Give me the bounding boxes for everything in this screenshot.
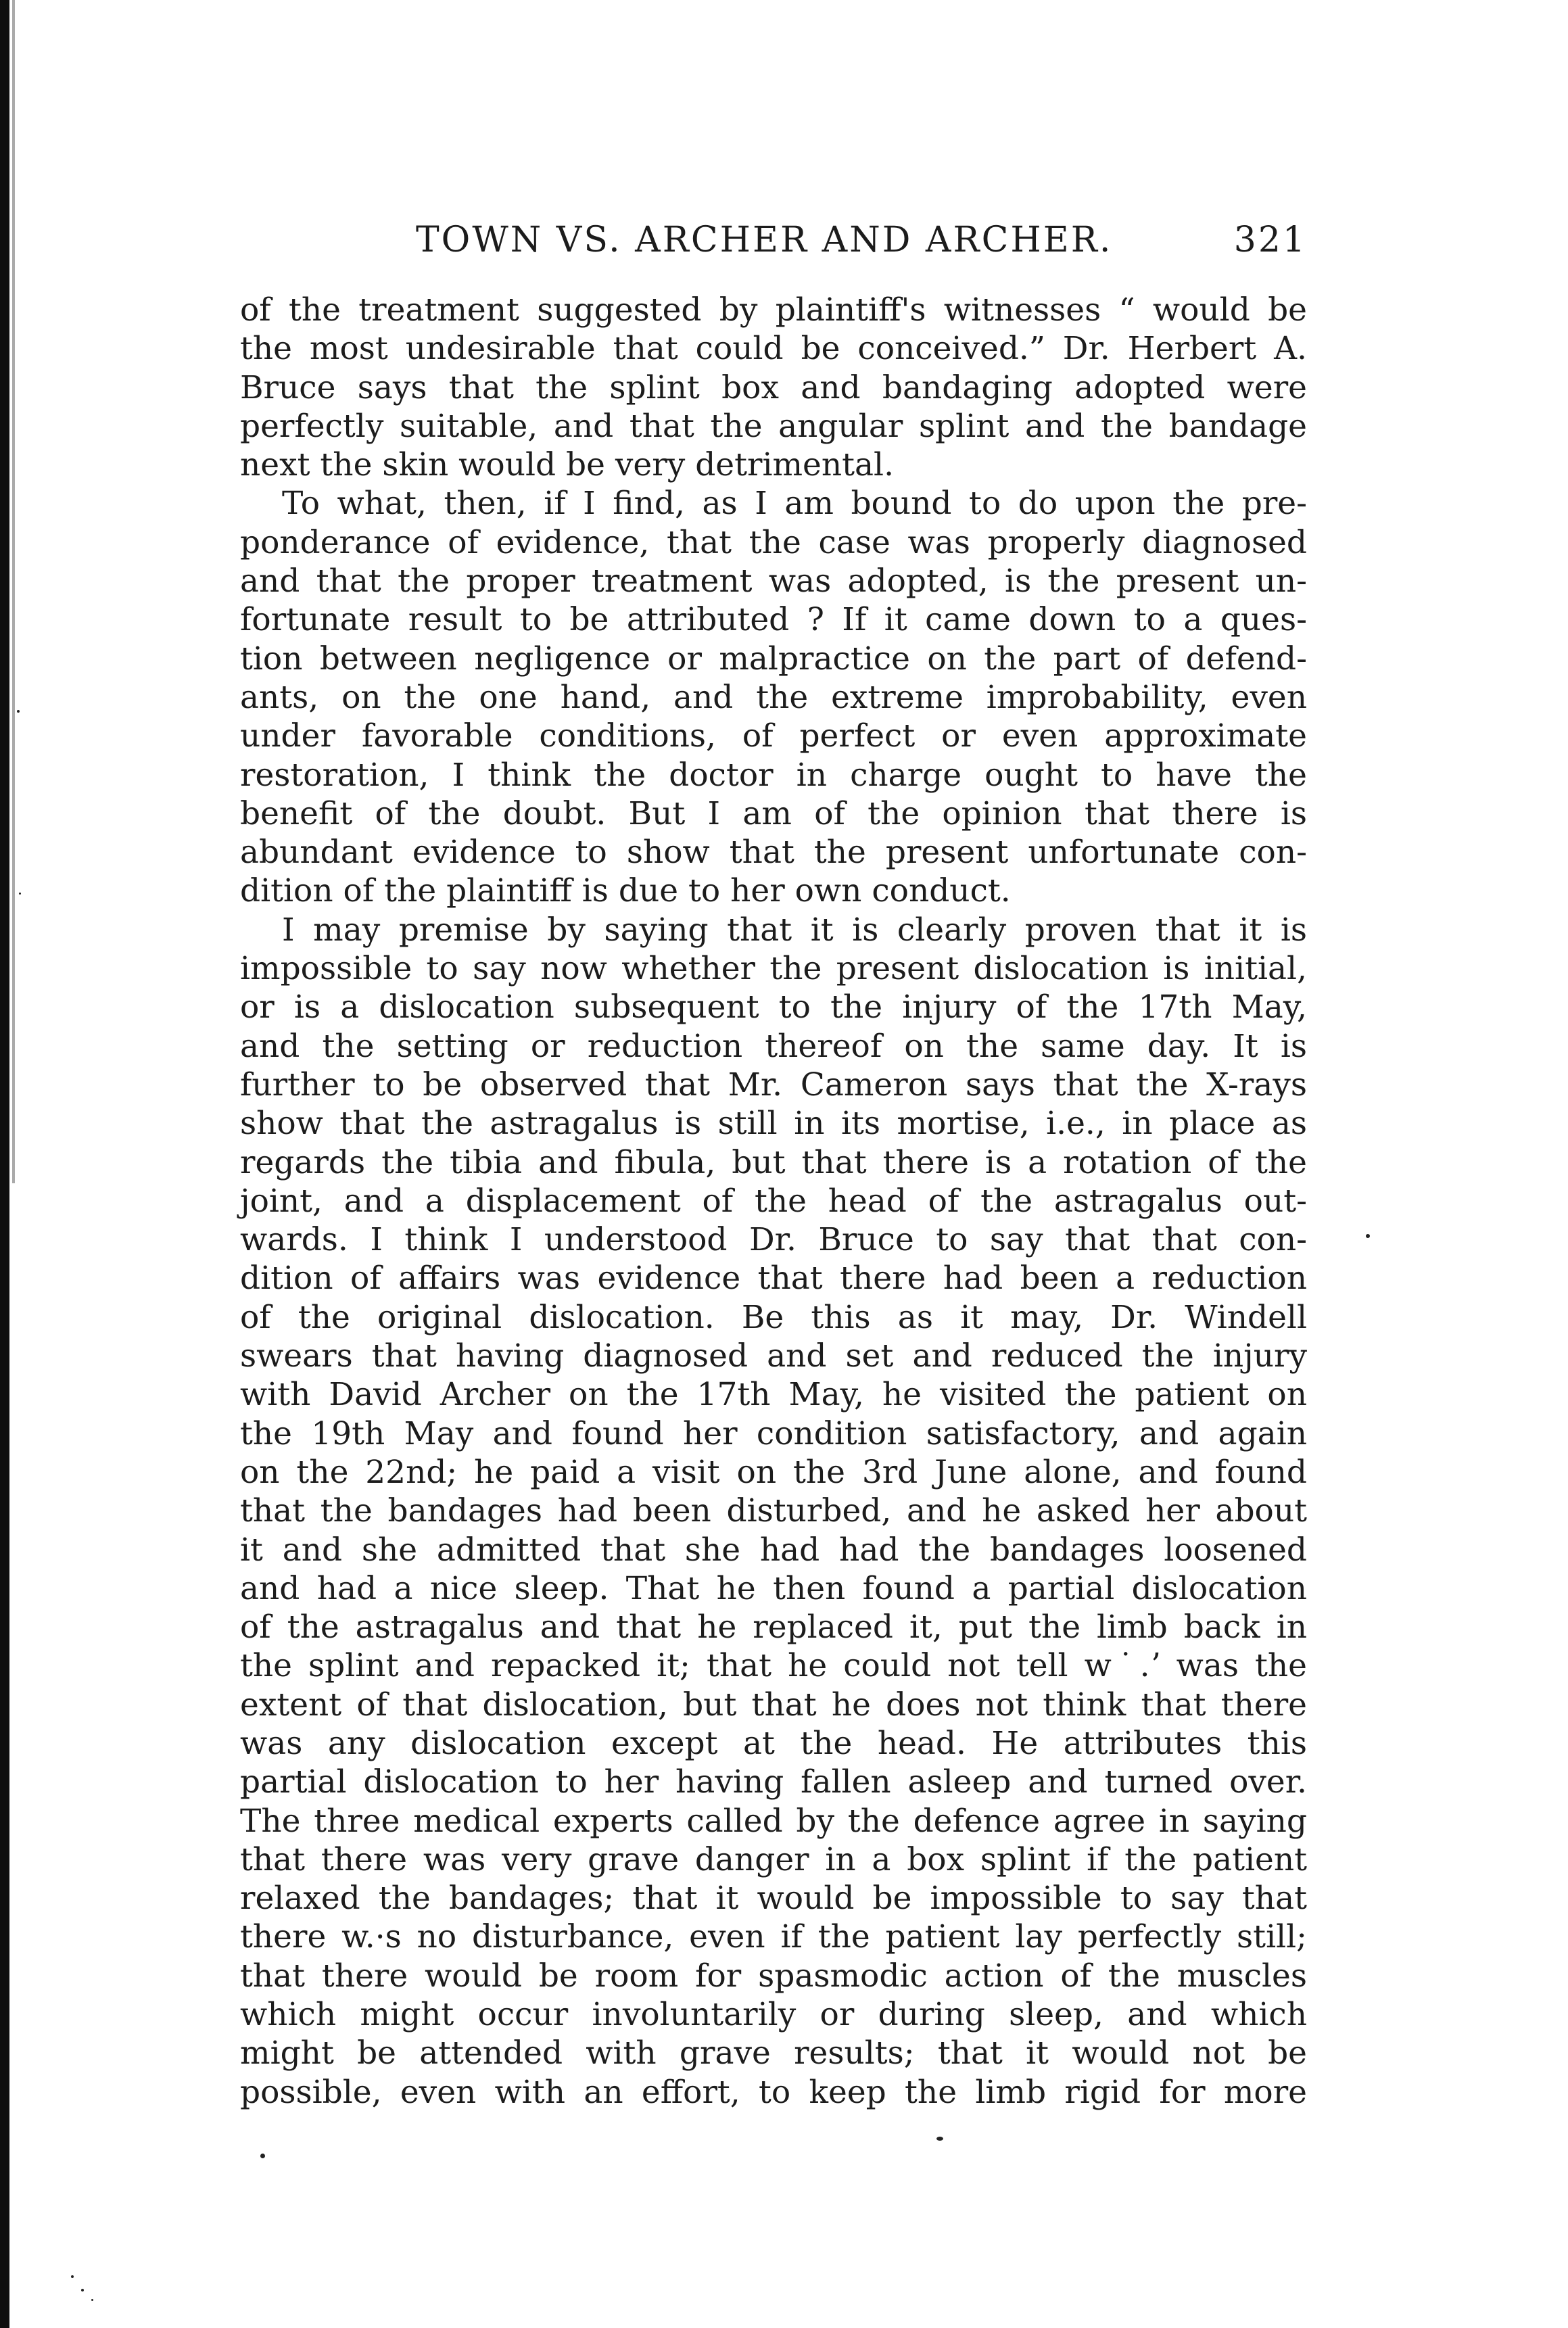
ink-speck	[1366, 1234, 1370, 1238]
text-line: of the treatment suggested by plaintiff's witnesses “ would be	[240, 291, 1307, 329]
text-line: The three medical experts called by the defence agree in saying	[240, 1802, 1307, 1840]
text-line: joint, and a displacement of the head of the astragalus out-	[240, 1182, 1307, 1220]
text-line: ponderance of evidence, that the case was properly diagnosed	[240, 523, 1307, 561]
text-line: abundant evidence to show that the present unfortunate con-	[240, 834, 1307, 872]
text-line: possible, even with an effort, to keep the limb rigid for more	[240, 2073, 1307, 2111]
text-line: I may premise by saying that it is clearly proven that it is	[282, 911, 1307, 949]
body-text	[240, 291, 1307, 2112]
text-line: wards. I think I understood Dr. Bruce to say that that con-	[240, 1221, 1307, 1259]
text-line: that there would be room for spasmodic action of the muscles	[240, 1957, 1307, 1995]
text-line: show that the astragalus is still in its mortise, i.e., in place as	[240, 1105, 1307, 1143]
text-line: the splint and repacked it; that he could not tell w˙.ʼ was the	[240, 1647, 1307, 1685]
ink-speck	[71, 2275, 74, 2278]
text-line: or is a dislocation subsequent to the injury of the 17th May,	[240, 989, 1307, 1026]
ink-speck	[19, 893, 21, 895]
text-line: relaxed the bandages; that it would be impossible to say that	[240, 1880, 1307, 1918]
text-line: fortunate result to be attributed ? If it came down to a ques-	[240, 601, 1307, 639]
text-line: of the astragalus and that he replaced it, put the limb back in	[240, 1609, 1307, 1646]
text-line: further to be observed that Mr. Cameron says that the X-rays	[240, 1066, 1307, 1103]
scan-edge-shadow	[0, 0, 9, 2328]
ink-speck	[81, 2289, 84, 2291]
text-line: and that the proper treatment was adopted, is the present un-	[240, 563, 1307, 600]
text-line: ants, on the one hand, and the extreme improbability, even	[240, 678, 1307, 716]
text-line: Bruce says that the splint box and bandaging adopted were	[240, 369, 1307, 406]
text-line: perfectly suitable, and that the angular splint and the bandage	[240, 407, 1307, 445]
text-line: that the bandages had been disturbed, and he asked her about	[240, 1492, 1307, 1530]
text-line: dition of the plaintiff is due to her own conduct.	[240, 872, 1011, 910]
text-line: of the original dislocation. Be this as it may, Dr. Windell	[240, 1298, 1307, 1336]
text-line: next the skin would be very detrimental.	[240, 446, 895, 484]
text-line: the most undesirable that could be conceived.” Dr. Herbert A.	[240, 330, 1307, 368]
text-line: and had a nice sleep. That he then found a partial dislocation	[240, 1569, 1307, 1607]
ink-speck	[260, 2154, 265, 2158]
text-line: which might occur involuntarily or during sleep, and which	[240, 1996, 1307, 2034]
text-line: under favorable conditions, of perfect or even approximate	[240, 717, 1307, 755]
text-line: and the setting or reduction thereof on the same day. It is	[240, 1027, 1307, 1065]
page-header	[240, 220, 1307, 267]
text-line: regards the tibia and fibula, but that there is a rotation of the	[240, 1143, 1307, 1181]
text-line: tion between negligence or malpractice on the part of defend-	[240, 640, 1307, 678]
page-number: 321	[1233, 220, 1307, 260]
text-line: that there was very grave danger in a box splint if the patient	[240, 1840, 1307, 1878]
ink-speck	[17, 710, 20, 713]
text-line: partial dislocation to her having fallen asleep and turned over.	[240, 1763, 1307, 1801]
text-line: dition of affairs was evidence that there had been a reduction	[240, 1260, 1307, 1298]
text-line: the 19th May and found her condition satisfactory, and again	[240, 1415, 1307, 1452]
text-line: benefit of the doubt. But I am of the opinion that there is	[240, 794, 1307, 832]
running-title: TOWN VS. ARCHER AND ARCHER.	[416, 220, 1113, 260]
text-line: extent of that dislocation, but that he does not think that there	[240, 1686, 1307, 1724]
text-line: swears that having diagnosed and set and reduced the injury	[240, 1337, 1307, 1375]
text-line: impossible to say now whether the present dislocation is initial,	[240, 950, 1307, 988]
text-line: might be attended with grave results; that it would not be	[240, 2035, 1307, 2072]
ink-speck	[936, 2137, 943, 2141]
text-line: To what, then, if I find, as I am bound to do upon the pre-	[282, 485, 1307, 523]
text-line: with David Archer on the 17th May, he visited the patient on	[240, 1376, 1307, 1414]
text-line: restoration, I think the doctor in charge ought to have the	[240, 756, 1307, 794]
text-line: on the 22nd; he paid a visit on the 3rd June alone, and found	[240, 1453, 1307, 1491]
text-line: there w.·s no disturbance, even if the patient lay perfectly still;	[240, 1918, 1307, 1956]
scan-edge-shadow-inner	[12, 0, 15, 1183]
ink-speck	[91, 2299, 93, 2301]
text-line: was any dislocation except at the head. He attributes this	[240, 1724, 1307, 1762]
text-line: it and she admitted that she had had the bandages loosened	[240, 1531, 1307, 1569]
